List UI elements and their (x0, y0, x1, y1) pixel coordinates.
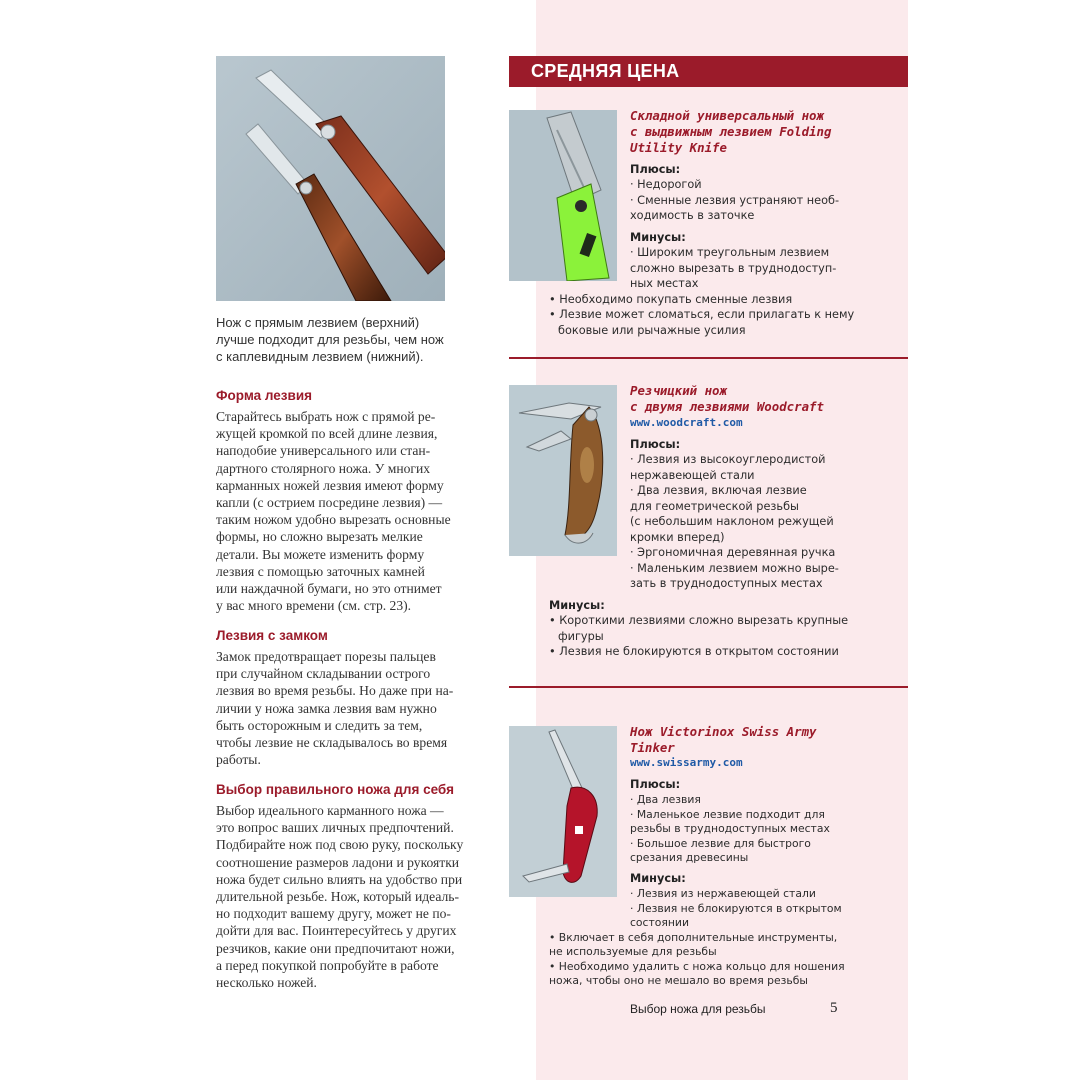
product-2-pros-label: Плюсы: (630, 438, 681, 451)
text-line: карманных ножей лезвия имеют форму (216, 477, 444, 493)
text-line: чтобы лезвие не складывалось во время (216, 735, 448, 751)
text-line: капли (с острием посредине лезвия) — (216, 495, 443, 511)
text-line: но подходит вашему другу, может не по- (216, 906, 451, 922)
blade-shape-text (216, 408, 486, 614)
text-line: при случайном складывании острого (216, 666, 431, 682)
product-1-pros-label: Плюсы: (630, 163, 681, 176)
caption-line: с каплевидным лезвием (нижний). (216, 349, 424, 364)
con-item: боковые или рычажные усилия (558, 324, 746, 337)
pro-item: для геометрической резьбы (630, 500, 799, 513)
woodcraft-link[interactable]: www.woodcraft.com (630, 416, 743, 429)
text-line: дойти для вас. Поинтересуйтесь у других (216, 923, 457, 939)
product-3-title (630, 724, 817, 756)
text-line: резчиков, какие они предпочитают ножи, (216, 940, 455, 956)
pro-item: зать в труднодоступных местах (630, 577, 823, 590)
page-number: 5 (830, 1000, 838, 1016)
text-line: у вас много времени (см. стр. 23). (216, 598, 412, 614)
choosing-knife-text (216, 802, 486, 991)
pro-item: · Два лезвия (630, 793, 701, 806)
title-line: Складной универсальный нож (630, 108, 824, 123)
pro-item: · Маленьким лезвием можно выре- (630, 562, 839, 575)
con-item: состоянии (630, 916, 689, 929)
product-1-title (630, 108, 831, 156)
pro-item: · Эргономичная деревянная ручка (630, 546, 836, 559)
photo-caption (216, 314, 478, 365)
title-line: с двумя лезвиями Woodcraft (630, 399, 824, 414)
text-line: Подбирайте нож под свою руку, поскольку (216, 837, 464, 853)
mid-price-banner (509, 56, 908, 87)
text-line: длительной резьбе. Нож, который идеаль- (216, 889, 460, 905)
two-knives-photo (216, 56, 445, 301)
pro-item: нержавеющей стали (630, 469, 755, 482)
victorinox-knife-photo (509, 726, 617, 897)
text-line: работы. (216, 752, 261, 768)
con-item: сложно вырезать в труднодоступ- (630, 262, 837, 275)
text-line: дартного столярного ножа. У многих (216, 460, 431, 476)
locking-blades-text (216, 648, 486, 768)
running-footer: Выбор ножа для резьбы (630, 1002, 766, 1016)
heading-choosing-knife: Выбор правильного ножа для себя (216, 782, 454, 797)
text-line: формы, но сложно вырезать мелкие (216, 529, 423, 545)
title-line: с выдвижным лезвием Folding (630, 124, 832, 139)
pro-item: кромки вперед) (630, 531, 725, 544)
con-item: · Лезвия не блокируются в открытом (630, 902, 842, 915)
section-divider (509, 686, 908, 688)
con-item: • Короткими лезвиями сложно вырезать крупные (549, 614, 849, 627)
pro-item: · Лезвия из высокоуглеродистой (630, 453, 826, 466)
text-line: детали. Вы можете изменить форму (216, 546, 425, 562)
text-line: Замок предотвращает порезы пальцев (216, 649, 436, 664)
pro-item: резьбы в труднодоступных местах (630, 822, 830, 835)
swissarmy-link[interactable]: www.swissarmy.com (630, 756, 743, 769)
con-item: не используемые для резьбы (549, 945, 717, 958)
caption-line: лучше подходит для резьбы, чем нож (216, 332, 444, 347)
text-line: а перед покупкой попробуйте в работе (216, 957, 439, 973)
con-item: • Необходимо покупать сменные лезвия (549, 293, 793, 306)
pro-item: (с небольшим наклоном режущей (630, 515, 834, 528)
con-item: • Лезвие может сломаться, если прилагать к нему (549, 308, 855, 321)
product-1-cons-label: Минусы: (630, 231, 686, 244)
con-item: • Включает в себя дополнительные инструменты, (549, 931, 838, 944)
text-line: Старайтесь выбрать нож с прямой ре- (216, 409, 436, 424)
pro-item: · Маленькое лезвие подходит для (630, 808, 825, 821)
text-line: лезвия с помощью заточных камней (216, 563, 425, 579)
product-3-pros-label: Плюсы: (630, 778, 681, 791)
pro-item: · Большое лезвие для быстрого (630, 837, 811, 850)
text-line: жущей кромкой по всей длине лезвия, (216, 426, 438, 442)
pro-item: · Два лезвия, включая лезвие (630, 484, 807, 497)
text-line: несколько ножей. (216, 975, 317, 991)
text-line: быть осторожным и следить за тем, (216, 717, 423, 733)
text-line: соотношение размеров ладони и рукоятки (216, 854, 460, 870)
text-line: личии у ножа замка лезвия вам нужно (216, 700, 437, 716)
title-line: Utility Knife (630, 140, 727, 155)
text-line: ножа будет сильно влиять на удобство при (216, 871, 463, 887)
text-line: наподобие универсального или стан- (216, 443, 431, 459)
banner-title: СРЕДНЯЯ ЦЕНА (531, 61, 680, 81)
con-item: • Лезвия не блокируются в открытом состоянии (549, 645, 839, 658)
con-item: · Лезвия из нержавеющей стали (630, 887, 816, 900)
con-item: ножа, чтобы оно не мешало во время резьбы (549, 974, 808, 987)
con-item: · Широким треугольным лезвием (630, 246, 830, 259)
product-2-title (630, 383, 824, 415)
pro-item: · Недорогой (630, 178, 702, 191)
utility-knife-photo (509, 110, 617, 281)
heading-locking-blades: Лезвия с замком (216, 628, 328, 643)
pro-item: срезания древесины (630, 851, 749, 864)
pro-item: ходимость в заточке (630, 209, 755, 222)
text-line: это вопрос ваших личных предпочтений. (216, 820, 454, 836)
title-line: Tinker (630, 740, 675, 755)
woodcraft-knife-photo (509, 385, 617, 556)
text-line: лезвия во время резьбы. Но даже при на- (216, 683, 454, 699)
heading-blade-shape: Форма лезвия (216, 388, 312, 403)
product-3-cons-label: Минусы: (630, 872, 686, 885)
title-line: Резчицкий нож (630, 383, 727, 398)
caption-line: Нож с прямым лезвием (верхний) (216, 315, 420, 330)
product-2-cons-label: Минусы: (549, 599, 605, 612)
pro-item: · Сменные лезвия устраняют необ- (630, 194, 840, 207)
title-line: Нож Victorinox Swiss Army (630, 724, 817, 739)
con-item: ных местах (630, 277, 699, 290)
text-line: или наждачной бумаги, но это отнимет (216, 581, 442, 597)
text-line: таким ножом удобно вырезать основные (216, 512, 451, 528)
section-divider (509, 357, 908, 359)
text-line: Выбор идеального карманного ножа — (216, 803, 444, 818)
con-item: фигуры (558, 630, 604, 643)
con-item: • Необходимо удалить с ножа кольцо для ношения (549, 960, 845, 973)
